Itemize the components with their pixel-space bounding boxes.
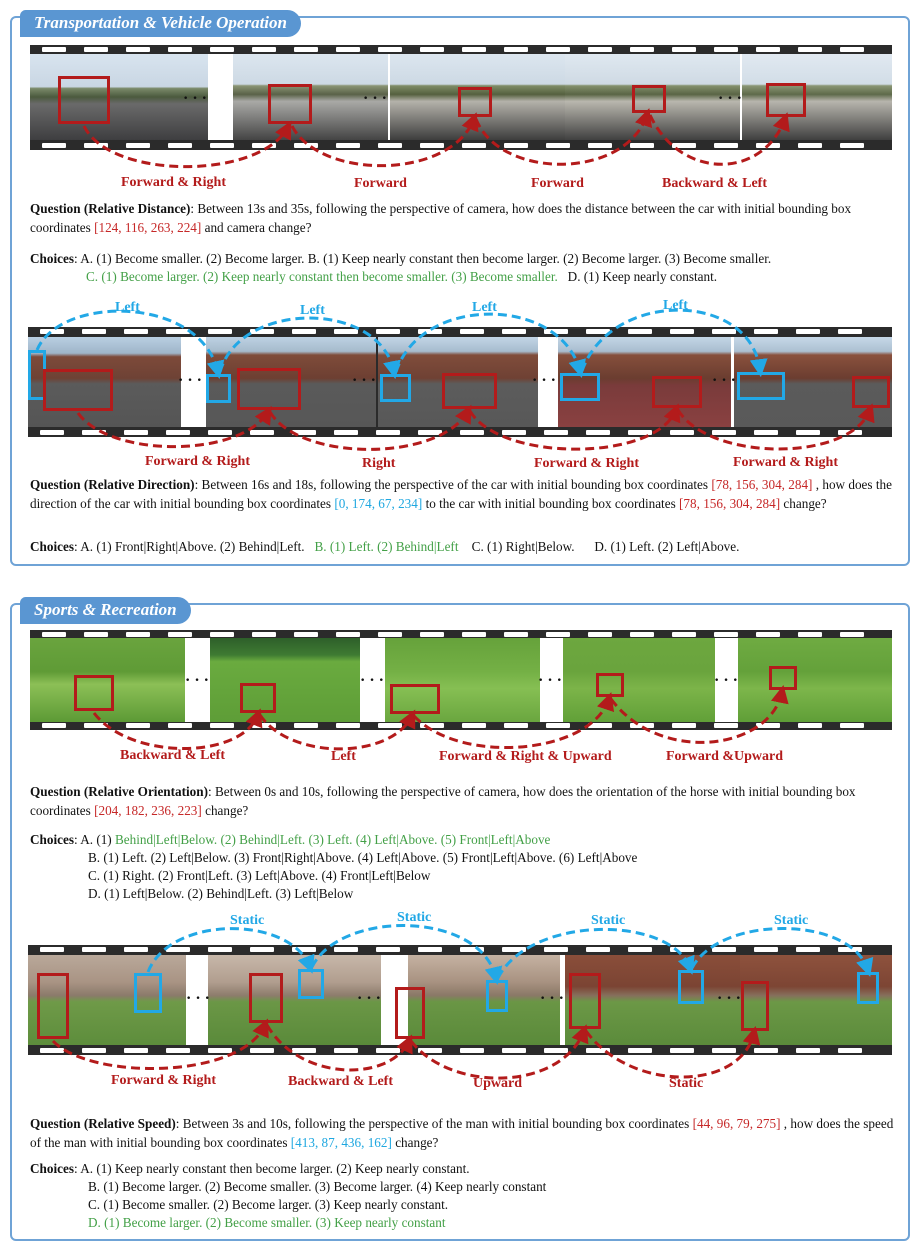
film-perforation (756, 723, 780, 728)
film-perforation (40, 947, 64, 952)
film-perforation (504, 632, 528, 637)
film-perforation (588, 632, 612, 637)
film-perforation (124, 1048, 148, 1053)
panel-title: Transportation & Vehicle Operation (20, 10, 301, 37)
motion-label: Left (331, 749, 356, 764)
film-perforation (124, 430, 148, 435)
motion-label: Backward & Left (288, 1074, 393, 1089)
film-perforation (336, 47, 360, 52)
film-perforation (40, 329, 64, 334)
film-perforation (292, 430, 316, 435)
reference-bbox (737, 372, 785, 400)
motion-label: Right (362, 456, 396, 471)
film-perforation (418, 329, 442, 334)
film-perforation (292, 947, 316, 952)
film-perforation (334, 430, 358, 435)
film-perforation (460, 1048, 484, 1053)
film-perforation (586, 947, 610, 952)
question-text: Question (Relative Orientation): Between 0s and 10s, following the perspective of camera, how does the orientation of the horse with initial bounding box coordinates [204, 182, 236, 223] change? (30, 784, 856, 818)
relation-label: Static (591, 913, 626, 928)
target-bbox (249, 973, 283, 1023)
film-perforation (838, 430, 862, 435)
video-frame (740, 54, 892, 140)
motion-label: Forward & Right (733, 455, 838, 470)
film-perforation (376, 430, 400, 435)
film-perforation (712, 1048, 736, 1053)
film-perforation (798, 632, 822, 637)
film-perforation (502, 947, 526, 952)
film-perforation (378, 47, 402, 52)
reference-bbox (134, 973, 162, 1013)
film-perforation (628, 1048, 652, 1053)
question-text: Question (Relative Speed): Between 3s and 10s, following the perspective of the man with initial bounding box coordinates [44, 96, 79, 275] , how does the speed of the man with initial bounding box coordinates [413, 87, 436, 162] change? (30, 1116, 894, 1150)
film-perforation (84, 47, 108, 52)
film-perforation (40, 1048, 64, 1053)
frame-gap (208, 54, 233, 140)
film-perforation (798, 143, 822, 148)
target-bbox (741, 981, 769, 1031)
motion-label: Forward & Right (111, 1073, 216, 1088)
film-perforation (840, 47, 864, 52)
choices-text: Choices: A. (1) Become smaller. (2) Become larger. B. (1) Keep nearly constant then become larger. (2) Become larger. (3) Become smaller. (30, 251, 772, 266)
choice-c: C. (1) Right. (2) Front|Left. (3) Left|Above. (4) Front|Left|Below (88, 868, 431, 883)
film-perforation (250, 947, 274, 952)
film-perforation (294, 143, 318, 148)
question-text: Question (Relative Distance): Between 13s and 35s, following the perspective of camera, how does the distance between the car with initial bounding box coordinates [124, 116, 263, 224] and camera change? (30, 201, 852, 235)
ellipsis: · · · (540, 990, 565, 1007)
film-perforation (210, 632, 234, 637)
film-perforation (82, 430, 106, 435)
film-perforation (378, 143, 402, 148)
film-perforation (630, 47, 654, 52)
film-perforation (126, 723, 150, 728)
film-perforation (418, 430, 442, 435)
film-perforation (840, 143, 864, 148)
film-perforation (712, 329, 736, 334)
film-perforation (712, 947, 736, 952)
question-text: Question (Relative Direction): Between 16s and 18s, following the perspective of the car with initial bounding box coordinates [78, 156, 304, 284] , how does the direction of the car with initial bounding box coordinates [0, 174, 67, 234] to the car with initial bounding box coordinates [78, 156, 304, 284] change? (30, 477, 892, 511)
ellipsis: · · · (183, 90, 208, 107)
film-perforation (334, 1048, 358, 1053)
film-perforation (168, 723, 192, 728)
film-perforation (166, 947, 190, 952)
film-perforation (754, 1048, 778, 1053)
film-perforation (840, 723, 864, 728)
choices-text: Choices: A. (1) Front|Right|Above. (2) Behind|Left. B. (1) Left. (2) Behind|Left C. (1) Right|Below. D. (1) Left. (2) Left|Above. (30, 539, 740, 554)
film-perforation (378, 723, 402, 728)
film-perforation (166, 430, 190, 435)
film-perforation (630, 723, 654, 728)
film-perforation (756, 143, 780, 148)
motion-label: Upward (473, 1076, 523, 1091)
film-perforation (124, 947, 148, 952)
film-perforation (546, 47, 570, 52)
ellipsis: · · · (357, 990, 382, 1007)
target-bbox (442, 373, 497, 409)
film-perforation (588, 143, 612, 148)
film-perforation (586, 430, 610, 435)
film-perforation (714, 143, 738, 148)
motion-label: Forward & Right & Upward (439, 749, 612, 764)
target-bbox (390, 684, 440, 714)
film-perforation (42, 723, 66, 728)
film-perforation (756, 47, 780, 52)
film-perforation (124, 329, 148, 334)
film-perforation (546, 143, 570, 148)
target-bbox (74, 675, 114, 711)
motion-label: Backward & Left (120, 748, 225, 763)
ellipsis: · · · (717, 990, 742, 1007)
film-perforation (126, 47, 150, 52)
choice-b: B. (1) Left. (2) Left|Below. (3) Front|Right|Above. (4) Left|Above. (5) Front|Left|Above. (6) Left|Above (88, 850, 638, 865)
ellipsis: · · · (178, 372, 203, 389)
film-perforation (460, 947, 484, 952)
film-perforation (460, 430, 484, 435)
film-perforation (126, 143, 150, 148)
video-frame (408, 955, 560, 1045)
film-perforation (376, 947, 400, 952)
choices-text: Choices: A. (1) Behind|Left|Below. (2) Behind|Left. (3) Left. (4) Left|Above. (5) Front|Left|Above (30, 832, 551, 847)
film-perforation (546, 723, 570, 728)
relation-label: Static (230, 913, 265, 928)
film-perforation (714, 47, 738, 52)
reference-bbox (298, 969, 324, 999)
film-perforation (250, 329, 274, 334)
ellipsis: · · · (718, 90, 743, 107)
choice-d: D. (1) Left|Below. (2) Behind|Left. (3) Left|Below (88, 886, 354, 901)
film-perforation (252, 47, 276, 52)
target-bbox (395, 987, 425, 1039)
film-perforation (250, 430, 274, 435)
film-perforation (796, 1048, 820, 1053)
target-bbox (268, 84, 312, 124)
film-perforation (672, 723, 696, 728)
film-perforation (336, 632, 360, 637)
film-perforation (544, 329, 568, 334)
film-perforation (628, 329, 652, 334)
target-bbox (852, 376, 890, 408)
film-perforation (420, 143, 444, 148)
film-perforation (168, 143, 192, 148)
film-perforation (630, 143, 654, 148)
film-perforation (670, 329, 694, 334)
ellipsis: · · · (186, 990, 211, 1007)
film-perforation (294, 723, 318, 728)
film-perforation (420, 723, 444, 728)
choices-text: Choices: A. (1) Keep nearly constant then become larger. (2) Keep nearly constant. (30, 1161, 470, 1176)
film-perforation (502, 430, 526, 435)
video-frame (30, 54, 208, 140)
film-perforation (628, 947, 652, 952)
target-bbox (632, 85, 666, 113)
film-perforation (418, 947, 442, 952)
film-perforation (460, 329, 484, 334)
film-perforation (294, 47, 318, 52)
film-perforation (84, 723, 108, 728)
film-perforation (462, 143, 486, 148)
film-perforation (502, 1048, 526, 1053)
panel-title: Sports & Recreation (20, 597, 191, 624)
video-frame (208, 955, 381, 1045)
film-perforation (670, 430, 694, 435)
film-perforation (252, 143, 276, 148)
film-perforation (588, 47, 612, 52)
film-perforation (82, 1048, 106, 1053)
ellipsis: · · · (363, 90, 388, 107)
film-perforation (252, 632, 276, 637)
reference-bbox (206, 374, 231, 403)
ellipsis: · · · (712, 372, 737, 389)
film-perforation (168, 632, 192, 637)
target-bbox (237, 368, 301, 410)
film-perforation (208, 430, 232, 435)
film-perforation (376, 329, 400, 334)
film-perforation (252, 723, 276, 728)
relation-label: Left (472, 300, 497, 315)
film-perforation (544, 430, 568, 435)
film-perforation (462, 632, 486, 637)
video-frame (563, 638, 715, 722)
film-perforation (796, 329, 820, 334)
target-bbox (769, 666, 797, 690)
relation-label: Static (774, 913, 809, 928)
relation-label: Left (300, 303, 325, 318)
film-perforation (336, 143, 360, 148)
film-perforation (334, 947, 358, 952)
target-bbox (58, 76, 110, 124)
film-perforation (166, 1048, 190, 1053)
film-perforation (462, 723, 486, 728)
target-bbox (43, 369, 113, 411)
film-perforation (504, 47, 528, 52)
target-bbox (596, 673, 624, 697)
film-perforation (420, 632, 444, 637)
choices-text-line2: C. (1) Become larger. (2) Keep nearly constant then become smaller. (3) Become smaller. D. (1) Keep nearly constant. (86, 269, 718, 284)
film-perforation (376, 1048, 400, 1053)
film-perforation (756, 632, 780, 637)
film-perforation (210, 143, 234, 148)
choice-d: D. (1) Become larger. (2) Become smaller. (3) Keep nearly constant (88, 1215, 446, 1230)
film-perforation (336, 723, 360, 728)
film-perforation (754, 430, 778, 435)
choice-c: C. (1) Become smaller. (2) Become larger. (3) Keep nearly constant. (88, 1197, 449, 1212)
film-perforation (82, 329, 106, 334)
target-bbox (240, 683, 276, 713)
target-bbox (37, 973, 69, 1039)
film-perforation (504, 723, 528, 728)
reference-bbox (380, 374, 411, 402)
film-perforation (208, 947, 232, 952)
film-perforation (714, 723, 738, 728)
film-perforation (292, 1048, 316, 1053)
film-perforation (420, 47, 444, 52)
frame-gap (388, 54, 390, 140)
film-perforation (502, 329, 526, 334)
film-strip-3 (30, 630, 892, 730)
film-perforation (586, 329, 610, 334)
film-perforation (630, 632, 654, 637)
film-perforation (166, 329, 190, 334)
film-perforation (796, 430, 820, 435)
film-perforation (168, 47, 192, 52)
film-perforation (672, 47, 696, 52)
film-perforation (462, 47, 486, 52)
film-perforation (838, 329, 862, 334)
relation-label: Static (397, 910, 432, 925)
film-perforation (796, 947, 820, 952)
film-perforation (838, 947, 862, 952)
video-frame (210, 638, 360, 722)
film-perforation (294, 632, 318, 637)
film-perforation (754, 329, 778, 334)
film-perforation (840, 632, 864, 637)
reference-bbox (857, 972, 879, 1004)
film-perforation (798, 47, 822, 52)
film-perforation (334, 329, 358, 334)
film-perforation (672, 143, 696, 148)
film-perforation (670, 947, 694, 952)
film-perforation (714, 632, 738, 637)
motion-label: Forward & Right (145, 454, 250, 469)
motion-label: Forward & Right (534, 456, 639, 471)
film-perforation (544, 947, 568, 952)
target-bbox (458, 87, 492, 117)
film-perforation (42, 47, 66, 52)
film-perforation (672, 632, 696, 637)
ellipsis: · · · (185, 672, 210, 689)
motion-label: Forward (354, 176, 407, 191)
film-perforation (504, 143, 528, 148)
film-perforation (208, 329, 232, 334)
target-bbox (766, 83, 806, 117)
film-perforation (798, 723, 822, 728)
film-perforation (544, 1048, 568, 1053)
target-bbox (569, 973, 601, 1029)
ellipsis: · · · (352, 372, 377, 389)
film-perforation (126, 632, 150, 637)
film-perforation (42, 632, 66, 637)
film-perforation (210, 723, 234, 728)
motion-label: Forward & Right (121, 175, 226, 190)
film-perforation (208, 1048, 232, 1053)
reference-bbox (678, 970, 704, 1004)
film-perforation (378, 632, 402, 637)
film-perforation (838, 1048, 862, 1053)
video-frame (738, 638, 892, 722)
film-perforation (546, 632, 570, 637)
film-perforation (40, 430, 64, 435)
motion-label: Backward & Left (662, 176, 767, 191)
film-perforation (292, 329, 316, 334)
film-perforation (588, 723, 612, 728)
film-perforation (586, 1048, 610, 1053)
relation-label: Left (115, 300, 140, 315)
motion-label: Forward &Upward (666, 749, 784, 764)
film-perforation (84, 632, 108, 637)
target-bbox (652, 376, 702, 408)
film-perforation (628, 430, 652, 435)
film-perforation (670, 1048, 694, 1053)
film-perforation (210, 47, 234, 52)
film-perforation (754, 947, 778, 952)
reference-bbox (486, 980, 508, 1012)
ellipsis: · · · (360, 672, 385, 689)
ellipsis: · · · (538, 672, 563, 689)
film-perforation (712, 430, 736, 435)
choice-b: B. (1) Become larger. (2) Become smaller. (3) Become larger. (4) Keep nearly constant (88, 1179, 547, 1194)
film-perforation (250, 1048, 274, 1053)
reference-bbox (560, 373, 600, 401)
film-perforation (42, 143, 66, 148)
ellipsis: · · · (532, 372, 557, 389)
film-perforation (418, 1048, 442, 1053)
relation-label: Left (663, 298, 688, 313)
motion-label: Forward (531, 176, 584, 191)
motion-label: Static (669, 1076, 704, 1091)
film-perforation (84, 143, 108, 148)
film-perforation (82, 947, 106, 952)
ellipsis: · · · (714, 672, 739, 689)
